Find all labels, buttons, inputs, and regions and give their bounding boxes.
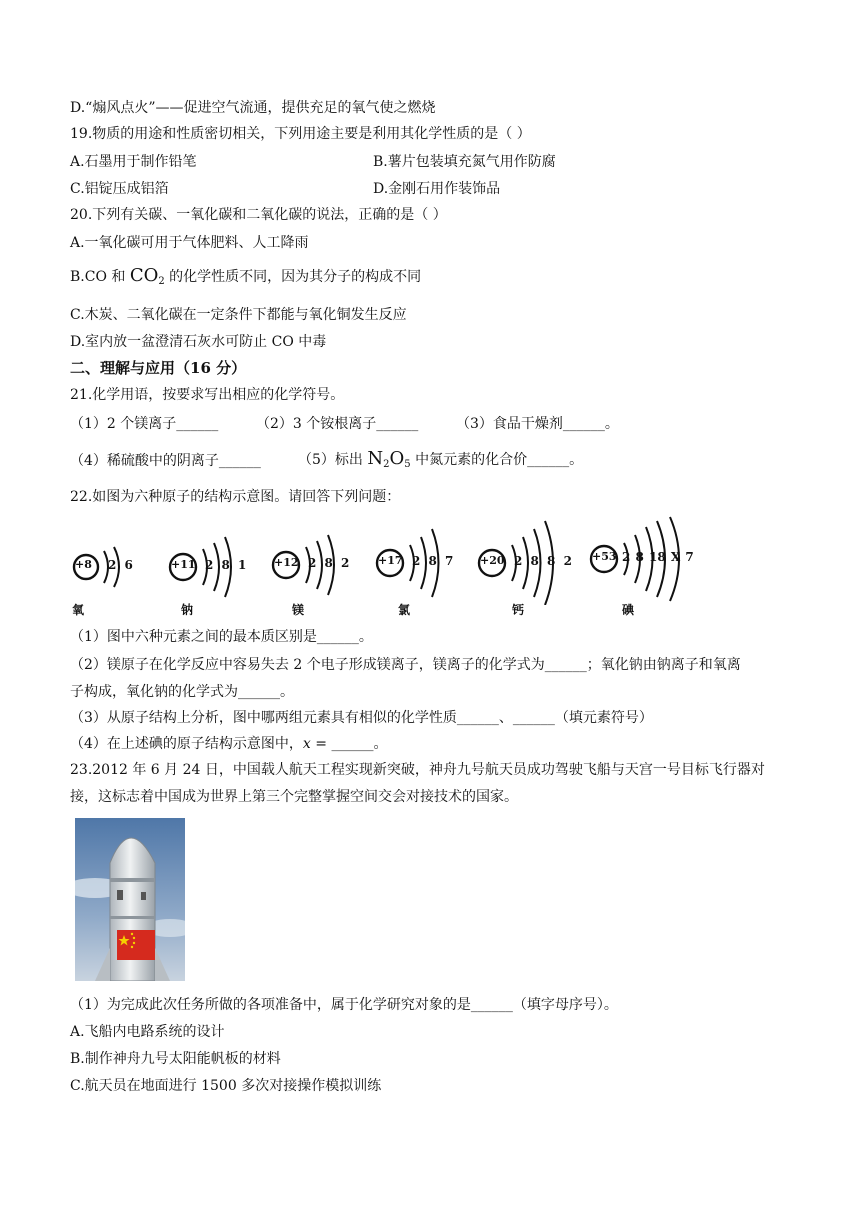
q20-option-c: C.木炭、二氧化碳在一定条件下都能与氧化铜发生反应 xyxy=(70,307,407,323)
q18-option-d: D.“煽风点火”——促进空气流通，提供充足的氧气使之燃烧 xyxy=(70,100,436,116)
q22-part-4-post: = ______。 xyxy=(310,736,388,752)
atom-iodine xyxy=(584,515,708,615)
q22-part-3: （3）从原子结构上分析，图中哪两组元素具有相似的化学性质______、______（填元素符号） xyxy=(70,710,653,726)
q23-stem-line-2: 接，这标志着中国成为世界上第三个完整掌握空间交会对接技术的国家。 xyxy=(70,789,518,805)
shell-electrons: 2 8 2 xyxy=(308,556,350,570)
element-name: 碘 xyxy=(622,603,635,617)
q21-part-1: （1）2 个镁离子______ xyxy=(70,416,219,432)
n2o5-n: N xyxy=(367,448,384,469)
nucleus-charge: +20 xyxy=(480,554,505,567)
q20-option-b-pre: B.CO 和 xyxy=(70,269,130,285)
q22-part-2-line-2: 子构成，氧化钠的化学式为______。 xyxy=(70,684,294,700)
nucleus-charge: +8 xyxy=(75,558,92,571)
q19-option-a: A.石墨用于制作铅笔 xyxy=(70,154,197,170)
q23-option-a: A.飞船内电路系统的设计 xyxy=(70,1024,225,1040)
nucleus-charge: +11 xyxy=(171,558,196,571)
element-name: 氧 xyxy=(72,603,85,617)
q19-option-b: B.薯片包装填充氮气用作防腐 xyxy=(373,154,556,170)
q20-option-a: A.一氧化碳可用于气体肥料、人工降雨 xyxy=(70,235,309,251)
q21-stem: 21.化学用语，按要求写出相应的化学符号。 xyxy=(70,387,345,403)
nucleus-charge: +53 xyxy=(592,550,617,563)
q20-option-b-post: 的化学性质不同，因为其分子的构成不同 xyxy=(164,269,422,285)
section-title: 二、理解与应用（16 分） xyxy=(70,359,247,377)
q22-part-4 xyxy=(70,734,387,754)
atom-structure-diagram xyxy=(68,515,708,615)
nucleus-charge: +12 xyxy=(274,556,299,569)
n2o5-o: O xyxy=(389,448,405,469)
variable-x: x xyxy=(302,736,311,752)
rocket-photo xyxy=(75,818,185,981)
q21-part-4: （4）稀硫酸中的阴离子______ xyxy=(70,453,261,469)
q19-option-d: D.金刚石用作装饰品 xyxy=(373,181,501,197)
q21-part-5-pre: （5）标出 xyxy=(298,452,368,468)
shell-electrons: 2 8 1 xyxy=(205,558,247,572)
element-name: 镁 xyxy=(292,603,305,617)
q20-stem: 20.下列有关碳、一氧化碳和二氧化碳的说法，正确的是（ ） xyxy=(70,207,447,223)
q22-part-1: （1）图中六种元素之间的最本质区别是______。 xyxy=(70,629,373,645)
q19-stem: 19.物质的用途和性质密切相关，下列用途主要是利用其化学性质的是（ ） xyxy=(70,126,531,142)
shell-electrons: 2 8 8 2 xyxy=(514,554,572,568)
atom-calcium xyxy=(472,515,592,615)
q21-part-5-post: 中氮元素的化合价______。 xyxy=(410,452,584,468)
n2o5-sub-5: 5 xyxy=(404,459,411,470)
q21-part-5 xyxy=(298,449,583,475)
shell-electrons: 2 6 xyxy=(108,558,133,572)
element-name: 钠 xyxy=(181,603,194,617)
co2-formula: CO xyxy=(129,265,159,286)
q22-part-2-line-1: （2）镁原子在化学反应中容易失去 2 个电子形成镁离子，镁离子的化学式为______；氧化钠由钠离子和氧离 xyxy=(70,657,741,673)
q20-option-d: D.室内放一盆澄清石灰水可防止 CO 中毒 xyxy=(70,334,327,350)
shell-electrons: 2 8 7 xyxy=(412,554,454,568)
q23-option-b: B.制作神舟九号太阳能帆板的材料 xyxy=(70,1051,281,1067)
shell-electrons: 2 8 18 X 7 xyxy=(622,550,694,564)
co2-subscript: 2 xyxy=(158,276,165,287)
q23-stem-line-1: 23.2012 年 6 月 24 日，中国载人航天工程实现新突破，神舟九号航天员成功驾驶飞船与天宫一号目标飞行器对 xyxy=(70,762,765,778)
element-name: 氯 xyxy=(398,603,411,617)
q22-stem: 22.如图为六种原子的结构示意图。请回答下列问题： xyxy=(70,489,401,505)
element-name: 钙 xyxy=(512,603,525,617)
atom-sodium xyxy=(163,515,283,615)
q21-part-2: （2）3 个铵根离子______ xyxy=(256,416,419,432)
q20-option-b xyxy=(70,266,421,292)
n2o5-sub-2: 2 xyxy=(383,459,390,470)
nucleus-charge: +17 xyxy=(378,554,403,567)
q22-part-4-pre: （4）在上述碘的原子结构示意图中， xyxy=(70,736,303,752)
q19-option-c: C.铝锭压成铝箔 xyxy=(70,181,169,197)
q23-part-1: （1）为完成此次任务所做的各项准备中，属于化学研究对象的是______（填字母序号）。 xyxy=(70,997,618,1013)
q23-option-c: C.航天员在地面进行 1500 多次对接操作模拟训练 xyxy=(70,1078,382,1094)
q21-part-3: （3）食品干燥剂______。 xyxy=(456,416,619,432)
